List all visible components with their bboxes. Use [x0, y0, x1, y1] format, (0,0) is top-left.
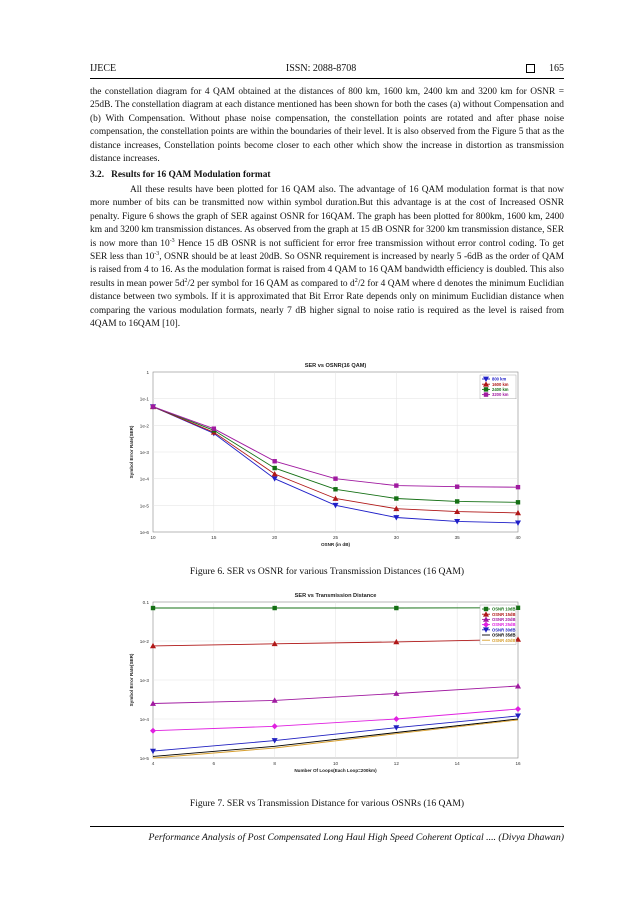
- y-tick-label: 1e-5: [139, 503, 149, 509]
- data-point: [333, 476, 337, 480]
- y-tick-label: 1e-5: [139, 756, 149, 761]
- legend-label: OSNR 30dB: [492, 627, 516, 633]
- legend-label: OSNR 20dB: [492, 617, 516, 622]
- checkbox-icon: [526, 64, 535, 73]
- y-tick-label: 1e-1: [139, 396, 149, 402]
- section-heading: [90, 170, 271, 180]
- legend-marker: [484, 607, 488, 611]
- figure6-caption: Figure 6. SER vs OSNR for various Transmission Distances (16 QAM): [189, 566, 465, 577]
- data-point: [272, 459, 276, 463]
- legend-marker: [484, 392, 488, 396]
- figure6-chart: [118, 356, 538, 556]
- chart-title: SER vs Transmission Distance: [294, 593, 377, 599]
- x-tick-label: 40: [515, 535, 521, 540]
- y-tick-label: 1e-4: [139, 476, 149, 482]
- data-point: [394, 483, 398, 487]
- p2-text-5: /2 for 4 QAM where d denotes the minimum Euclidian distance between two symbols. If it is approximated that Bit Error Rate depends only on minimum Euclidian distance when comparing the various modulation formats, nearly 7 dB higher signal to noise ratio is required as the level is raised from 4QAM to 16QAM [10].: [90, 278, 564, 330]
- y-tick-label: 1e-2: [139, 423, 149, 429]
- legend-label: 2400 km: [492, 387, 509, 392]
- x-tick-label: 8: [273, 761, 276, 766]
- x-tick-label: 15: [211, 535, 217, 540]
- legend-label: OSNR 35dB: [492, 632, 516, 638]
- page-number: 165: [549, 62, 564, 74]
- legend-marker: [484, 387, 488, 391]
- legend-label: 3200 km: [492, 392, 509, 398]
- journal-name: IJECE: [90, 62, 117, 74]
- y-tick-label: 1e-6: [139, 530, 149, 535]
- data-point: [394, 606, 398, 610]
- data-point: [151, 606, 155, 610]
- y-tick-label: 1e-2: [139, 639, 149, 644]
- data-point: [516, 500, 520, 504]
- paragraph-constellation: the constellation diagram for 4 QAM obtained at the distances of 800 km, 1600 km, 2400 km and 3200 km for OSNR = 25dB. The constellation diagram at each distance mentioned has been shown for both the cases (a) without Compensation and (b) With Compensation. Without phase noise compensation, the constellation points are rotated and after phase noise compensation, the constellation points are within the boundaries of their level. It is also observed from the Figure 5 that as the distance increases, Constellation points become closer to each other which show the increase in distortion as transmission distance increases.: [90, 87, 564, 165]
- y-tick-label: 1: [146, 370, 149, 375]
- p2-sup-3: 2: [184, 277, 188, 284]
- page-footer: Performance Analysis of Post Compensated Long Haul High Speed Coherent Optical .... (Divya Dhawan): [148, 832, 564, 843]
- p2-sup-4: 2: [354, 277, 358, 284]
- y-tick-label: 1e-4: [139, 717, 149, 722]
- data-point: [212, 426, 216, 430]
- issn: ISSN: 2088-8708: [285, 62, 357, 74]
- legend-label: OSNR 40dB: [492, 637, 516, 643]
- legend-label: OSNR 10dB: [492, 606, 516, 612]
- footer-divider: [90, 826, 564, 827]
- y-tick-label: 1e-3: [139, 450, 149, 455]
- section-title: Results for 16 QAM Modulation format: [111, 170, 271, 180]
- y-tick-label: 0.1: [142, 600, 149, 605]
- y-tick-label: 1e-3: [139, 678, 149, 683]
- x-tick-label: 20: [272, 535, 278, 540]
- data-point: [151, 404, 155, 408]
- figure7-caption: Figure 7. SER vs Transmission Distance for various OSNRs (16 QAM): [189, 798, 465, 809]
- p2-text-3: , OSNR should be at least 20dB. So OSNR requirement is increased by nearly 5 -6dB as the order of QAM is raised from 4 to 16. As the modulation format is raised from 4 QAM to 16 QAM bandwidth efficiency is doubled. This also results in mean power 5d: [90, 252, 564, 289]
- x-tick-label: 16: [515, 761, 521, 766]
- data-point: [516, 485, 520, 489]
- x-tick-label: 10: [150, 535, 156, 540]
- header-divider: [90, 78, 564, 79]
- p2-text-2: Hence 15 dB OSNR is not sufficient for error free transmission without error control coding. To get SER less than 10: [90, 238, 564, 263]
- x-tick-label: 4: [151, 761, 155, 766]
- legend-label: 1600 km: [492, 381, 509, 387]
- data-point: [272, 606, 276, 610]
- legend-label: 800 km: [492, 376, 507, 382]
- chart-title: SER vs OSNR(16 QAM): [304, 363, 367, 369]
- x-tick-label: 14: [454, 761, 460, 766]
- figure7-chart: [118, 588, 538, 780]
- data-point: [516, 606, 520, 610]
- legend-label: OSNR 25dB: [492, 622, 516, 628]
- data-point: [394, 496, 398, 500]
- p2-sup-2: -3: [154, 250, 160, 257]
- x-tick-label: 35: [454, 535, 460, 540]
- x-tick-label: 6: [212, 761, 216, 766]
- p2-text-4: /2 per symbol for 16 QAM as compared to d: [187, 278, 355, 289]
- page-header: [90, 60, 564, 76]
- p2-text-1: All these results have been plotted for 16 QAM also. The advantage of 16 QAM modulation format is that now more number of bits can be transmitted now within symbol duration.But this advantage is at the cost of Increased OSNR penalty. Figure 6 shows the graph of SER against OSNR for 16QAM. The graph has been plotted for 800km, 1600 km, 2400 km and 3200 km transmission distances. As observed from the graph at 15 dB OSNR for 3200 km transmission distance, SER is now more than 10: [90, 185, 564, 249]
- data-point: [455, 484, 459, 488]
- p2-sup-1: -3: [169, 237, 175, 244]
- legend-label: OSNR 15dB: [492, 611, 516, 617]
- header-right: [526, 63, 564, 74]
- x-tick-label: 10: [332, 761, 339, 766]
- paragraph-16qam: [90, 184, 564, 331]
- x-tick-label: 12: [393, 761, 399, 766]
- y-axis-label: Symbol Error Rate(SER): [129, 653, 134, 707]
- data-point: [272, 466, 276, 470]
- section-number: 3.2.: [90, 170, 105, 180]
- x-axis-label: OSNR (in dB): [320, 542, 351, 547]
- y-axis-label: Symbol Error Rate(SER): [129, 425, 134, 479]
- x-tick-label: 30: [393, 535, 399, 540]
- x-tick-label: 25: [332, 535, 339, 540]
- data-point: [333, 487, 337, 491]
- data-point: [455, 499, 459, 503]
- x-axis-label: Number Of Loops(Each Loop=200km): [294, 768, 377, 773]
